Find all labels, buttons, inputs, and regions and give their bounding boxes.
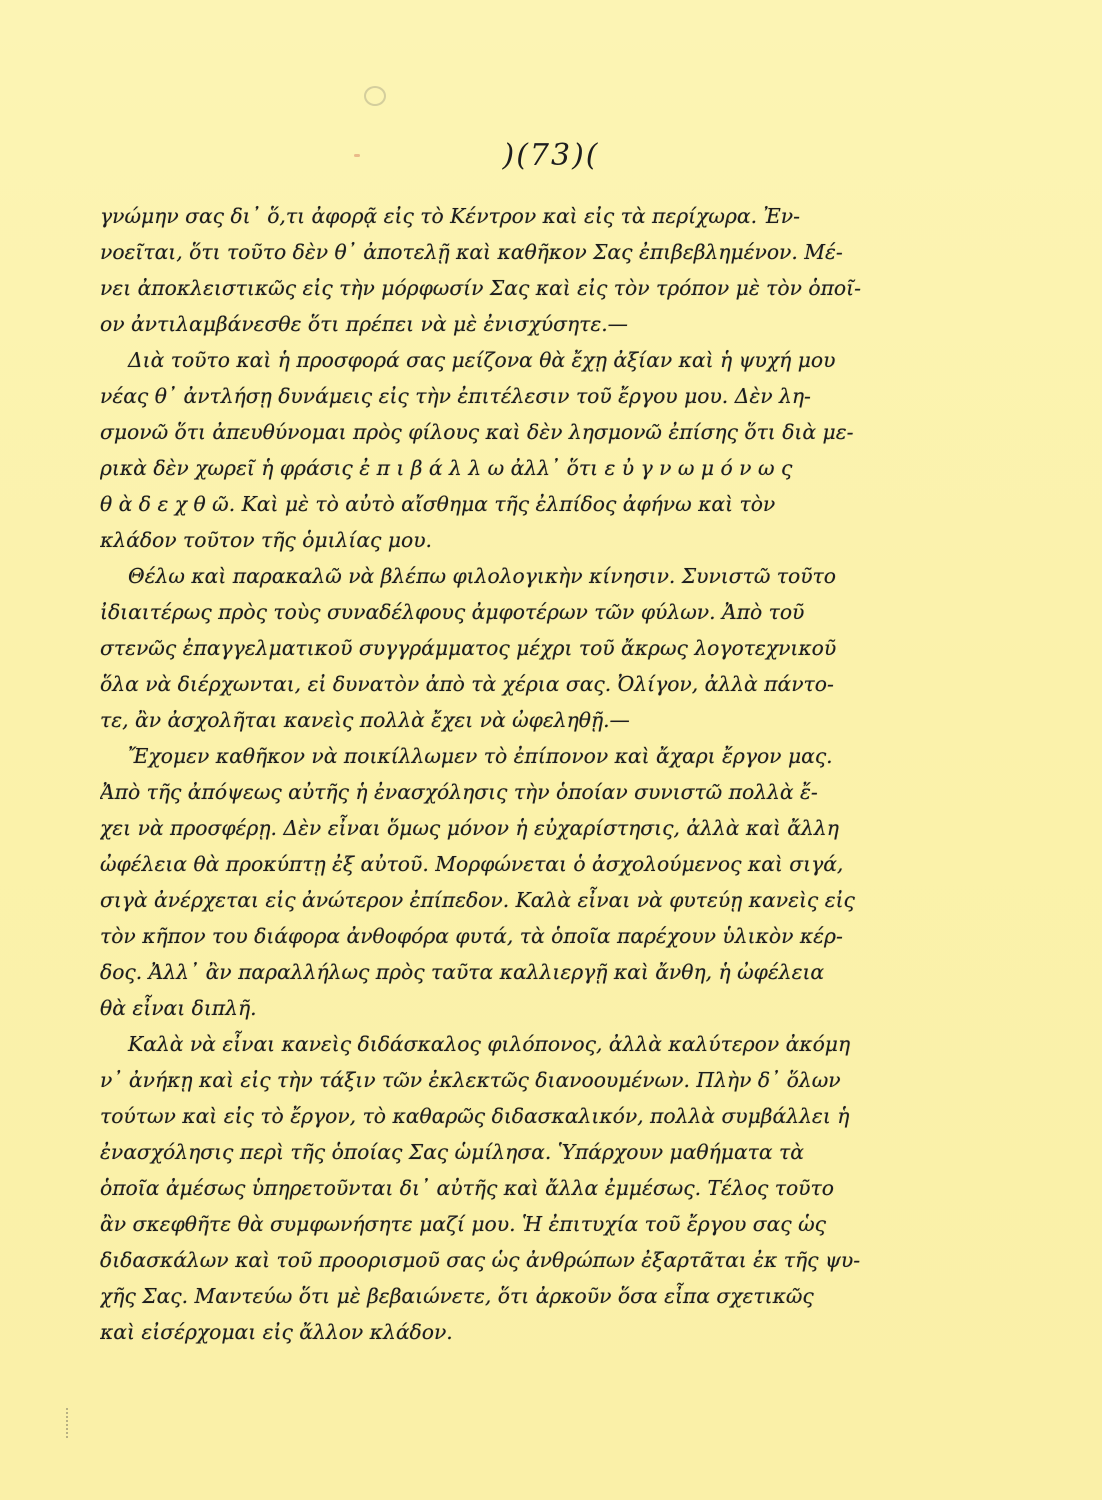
paragraph (100, 738, 968, 1026)
text-line: ρικὰ δὲν χωρεῖ ἡ φράσις ἐ π ι β ά λ λ ω ἀλλ᾽ ὅτι ε ὐ γ ν ω μ ό ν ω ς (100, 456, 793, 480)
text-line: διδασκάλων καὶ τοῦ προορισμοῦ σας ὡς ἀνθρώπων ἐξαρτᾶται ἐκ τῆς ψυ- (100, 1248, 861, 1272)
text-line: τὸν κῆπον του διάφορα ἀνθοφόρα φυτά, τὰ ὁποῖα παρέχουν ὑλικὸν κέρ- (100, 924, 843, 948)
text-line: νέας θ᾽ ἀντλήσῃ δυνάμεις εἰς τὴν ἐπιτέλεσιν τοῦ ἔργου μου. Δὲν λη- (100, 384, 811, 408)
text-line: θ ὰ δ ε χ θ ῶ. Καὶ μὲ τὸ αὐτὸ αἴσθημα τῆς ἐλπίδος ἀφήνω καὶ τὸν (100, 492, 776, 516)
text-line: Ἔχομεν καθῆκον νὰ ποικίλλωμεν τὸ ἐπίπονον καὶ ἄχαρι ἔργον μας. (128, 744, 833, 768)
text-line: στενῶς ἐπαγγελματικοῦ συγγράμματος μέχρι τοῦ ἄκρως λογοτεχνικοῦ (100, 636, 837, 660)
text-line: Θέλω καὶ παρακαλῶ νὰ βλέπω φιλολογικὴν κίνησιν. Συνιστῶ τοῦτο (128, 564, 836, 588)
text-line: γνώμην σας δι᾽ ὅ,τι ἀφορᾷ εἰς τὸ Κέντρον καὶ εἰς τὰ περίχωρα. Ἐν- (100, 204, 800, 228)
text-line: θὰ εἶναι διπλῆ. (100, 996, 257, 1020)
paragraph (100, 198, 968, 342)
text-line: δος. Ἀλλ᾽ ἂν παραλλήλως πρὸς ταῦτα καλλιεργῇ καὶ ἄνθη, ἡ ὠφέλεια (100, 960, 825, 984)
text-line: ν᾽ ἀνήκῃ καὶ εἰς τὴν τάξιν τῶν ἐκλεκτῶς διανοουμένων. Πλὴν δ᾽ ὅλων (100, 1068, 841, 1092)
text-line: Καλὰ νὰ εἶναι κανεὶς διδάσκαλος φιλόπονος, ἀλλὰ καλύτερον ἀκόμη (128, 1032, 851, 1056)
text-line: χῆς Σας. Μαντεύω ὅτι μὲ βεβαιώνετε, ὅτι ἀρκοῦν ὅσα εἶπα σχετικῶς (100, 1284, 814, 1308)
text-line: ἐνασχόλησις περὶ τῆς ὁποίας Σας ὡμίλησα. Ὑπάρχουν μαθήματα τὰ (100, 1140, 804, 1164)
page-number: )(73)( (502, 138, 600, 173)
text-line: χει νὰ προσφέρῃ. Δὲν εἶναι ὅμως μόνον ἡ εὐχαρίστησις, ἀλλὰ καὶ ἄλλη (100, 816, 839, 840)
paragraph (100, 342, 968, 558)
text-line: τούτων καὶ εἰς τὸ ἔργον, τὸ καθαρῶς διδασκαλικόν, πολλὰ συμβάλλει ἡ (100, 1104, 850, 1128)
text-line: σμονῶ ὅτι ἀπευθύνομαι πρὸς φίλους καὶ δὲν λησμονῶ ἐπίσης ὅτι διὰ με- (100, 420, 854, 444)
text-line: κλάδον τοῦτον τῆς ὁμιλίας μου. (100, 528, 433, 552)
paragraph (100, 558, 968, 738)
bottom-left-speck (66, 1408, 72, 1438)
text-line: ἂν σκεφθῆτε θὰ συμφωνήσητε μαζί μου. Ἡ ἐπιτυχία τοῦ ἔργου σας ὡς (100, 1212, 826, 1236)
text-line: καὶ εἰσέρχομαι εἰς ἄλλον κλάδον. (100, 1320, 453, 1344)
ink-smudge-top (364, 86, 386, 106)
text-line: Διὰ τοῦτο καὶ ἡ προσφορά σας μείζονα θὰ ἔχῃ ἀξίαν καὶ ἡ ψυχή μου (128, 348, 836, 372)
text-line: ὠφέλεια θὰ προκύπτῃ ἐξ αὐτοῦ. Μορφώνεται ὁ ἀσχολούμενος καὶ σιγά, (100, 852, 844, 876)
text-line: νοεῖται, ὅτι τοῦτο δὲν θ᾽ ἀποτελῇ καὶ καθῆκον Σας ἐπιβεβλημένον. Μέ- (100, 240, 843, 264)
text-line: Ἀπὸ τῆς ἀπόψεως αὐτῆς ἡ ἐνασχόλησις τὴν ὁποίαν συνιστῶ πολλὰ ἔ- (100, 780, 818, 804)
text-line: ὁποῖα ἀμέσως ὑπηρετοῦνται δι᾽ αὐτῆς καὶ ἄλλα ἐμμέσως. Τέλος τοῦτο (100, 1176, 834, 1200)
text-line: τε, ἂν ἀσχολῆται κανεὶς πολλὰ ἔχει νὰ ὠφεληθῇ.— (100, 708, 630, 732)
text-line: ὅλα νὰ διέρχωνται, εἰ δυνατὸν ἀπὸ τὰ χέρια σας. Ὀλίγον, ἀλλὰ πάντο- (100, 672, 834, 696)
paragraph (100, 1026, 968, 1350)
text-line: σιγὰ ἀνέρχεται εἰς ἀνώτερον ἐπίπεδον. Καλὰ εἶναι νὰ φυτεύῃ κανεὶς εἰς (100, 888, 855, 912)
text-line: ον ἀντιλαμβάνεσθε ὅτι πρέπει νὰ μὲ ἐνισχύσητε.— (100, 312, 628, 336)
text-line: ἰδιαιτέρως πρὸς τοὺς συναδέλφους ἀμφοτέρων τῶν φύλων. Ἀπὸ τοῦ (100, 600, 805, 624)
body-text (100, 198, 968, 1350)
text-line: νει ἀποκλειστικῶς εἰς τὴν μόρφωσίν Σας καὶ εἰς τὸν τρόπον μὲ τὸν ὁποῖ- (100, 276, 861, 300)
